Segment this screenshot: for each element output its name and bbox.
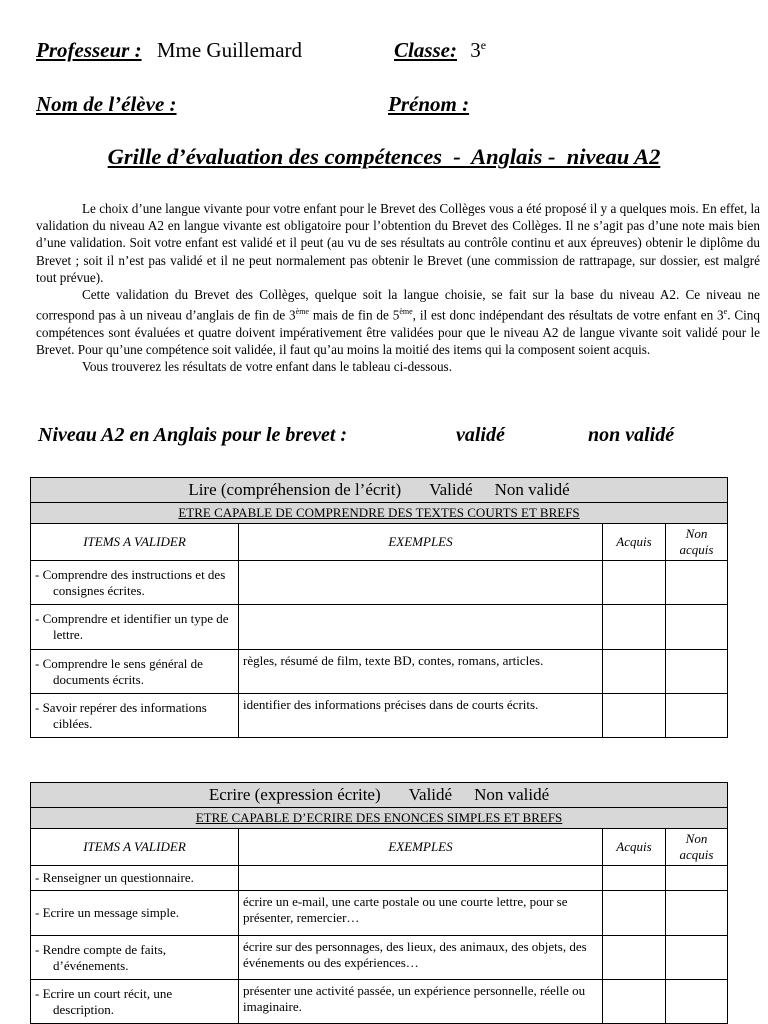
prenom-label: Prénom : [388,92,470,116]
prenom-line [388,92,469,117]
intro-p2-sup: ème [295,307,309,317]
acquis-cell[interactable] [603,866,666,891]
ecrire-title: Ecrire (expression écrite) [208,785,381,804]
non-acquis-cell[interactable] [666,561,728,605]
non-acquis-cell[interactable] [666,650,728,694]
exemple-cell: écrire sur des personnages, des lieux, des animaux, des objets, des événements ou des expériences… [239,936,603,980]
ecrire-table [30,782,728,1024]
niveau-valide[interactable]: validé [456,424,505,446]
intro-p2-sup: ème [399,307,413,317]
intro-p2-part: , il est donc indépendant des résultats de votre enfant en 3 [412,307,724,323]
lire-non-valide[interactable]: Non validé [494,480,570,499]
table-row [31,650,728,694]
col-acquis-header: Acquis [603,829,666,866]
exemple-cell: écrire un e-mail, une carte postale ou une courte lettre, pour se présenter, remercier… [239,891,603,936]
exemple-cell: présenter une activité passée, un expérience personnelle, réelle ou imaginaire. [239,980,603,1024]
col-non-acquis-header: Non acquis [666,524,728,561]
classe-value: 3 [470,38,481,62]
exemple-cell [239,605,603,650]
non-acquis-cell[interactable] [666,694,728,738]
item-cell: - Rendre compte de faits, d’événements. [31,936,239,980]
item-cell: - Renseigner un questionnaire. [31,866,239,891]
table-row [31,891,728,936]
exemple-cell: identifier des informations précises dans de courts écrits. [239,694,603,738]
intro-text [36,200,760,375]
intro-paragraph-3: Vous trouverez les résultats de votre enfant dans le tableau ci-dessous. [82,359,452,375]
exemple-cell [239,561,603,605]
classe-line [394,38,486,63]
col-exemples-header: EXEMPLES [239,524,603,561]
non-acquis-cell[interactable] [666,605,728,650]
item-cell: - Comprendre des instructions et des consignes écrites. [31,561,239,605]
intro-paragraph-2 [36,286,760,358]
table-row [31,866,728,891]
exemple-cell: règles, résumé de film, texte BD, contes, romans, articles. [239,650,603,694]
non-acquis-cell[interactable] [666,980,728,1024]
classe-sup: e [480,38,487,52]
col-acquis-header: Acquis [603,524,666,561]
acquis-cell[interactable] [603,694,666,738]
professeur-name: Mme Guillemard [156,38,303,62]
lire-title: Lire (compréhension de l’écrit) [188,480,402,499]
item-cell: - Comprendre le sens général de documents écrits. [31,650,239,694]
table-row [31,694,728,738]
non-acquis-cell[interactable] [666,891,728,936]
col-items-header: ITEMS A VALIDER [31,829,239,866]
acquis-cell[interactable] [603,561,666,605]
table-row [31,561,728,605]
intro-p2-part: Cette validation du Brevet des Collèges, quelque soit la langue choisie, se fait sur la base du niveau A2. Ce niveau ne correspond pas à un niveau d’anglais de fin de 3 [36,287,760,323]
acquis-cell[interactable] [603,650,666,694]
lire-subtitle: ETRE CAPABLE DE COMPRENDRE DES TEXTES COURTS ET BREFS [31,503,728,524]
col-non-acquis-header: Non acquis [666,829,728,866]
ecrire-column-headers [31,829,728,866]
niveau-non-valide[interactable]: non validé [588,424,675,446]
lire-column-headers [31,524,728,561]
col-exemples-header: EXEMPLES [239,829,603,866]
lire-title-cell [31,478,728,503]
nom-label: Nom de l’élève : [36,92,177,116]
intro-p2-part: . Cinq compétences sont évaluées et quatre doivent impérativement être validées pour que le niveau A2 de langue vivante soit validé pour le Brevet. Pour qu’une compétence soit validée, il faut qu’au moins la moitié des items qui la composent soient acquis. [36,307,760,358]
table-row [31,605,728,650]
lire-table [30,477,728,738]
intro-p2-sup: e [723,307,728,317]
table-row [31,980,728,1024]
acquis-cell[interactable] [603,936,666,980]
intro-paragraph-1: Le choix d’une langue vivante pour votre enfant pour le Brevet des Collèges vous a été proposé il y a quelques mois. En effet, la validation du niveau A2 en langue vivante est obligatoire pour l’obtention du Brevet des Collèges. Il ne s’agit pas d’une note mais bien d’une validation. Soit votre enfant est validé et il peut (au vu de ses résultats au contrôle continu et aux épreuves) obtenir le diplôme du Brevet ; soit il n’est pas validé et il ne peut normalement pas obtenir le Brevet (une commission de rattrapage, sur dossier, est malgré tout prévue). [36,201,760,285]
acquis-cell[interactable] [603,980,666,1024]
ecrire-non-valide[interactable]: Non validé [474,785,550,804]
professeur-label: Professeur : [36,38,142,62]
item-cell: - Ecrire un court récit, une description. [31,980,239,1024]
intro-p2-part: mais de fin de 5 [308,307,400,323]
item-cell: - Comprendre et identifier un type de lettre. [31,605,239,650]
lire-valide[interactable]: Validé [429,480,473,499]
acquis-cell[interactable] [603,891,666,936]
non-acquis-cell[interactable] [666,936,728,980]
col-items-header: ITEMS A VALIDER [31,524,239,561]
non-acquis-cell[interactable] [666,866,728,891]
ecrire-subtitle-row [31,808,728,829]
page-title: Grille d’évaluation des compétences - Anglais - niveau A2 [107,144,661,169]
ecrire-title-cell [31,783,728,808]
item-cell: - Savoir repérer des informations ciblées. [31,694,239,738]
lire-title-row [31,478,728,503]
niveau-label: Niveau A2 en Anglais pour le brevet : [38,424,348,446]
classe-label: Classe: [394,38,457,62]
exemple-cell [239,866,603,891]
ecrire-subtitle: ETRE CAPABLE D’ECRIRE DES ENONCES SIMPLES ET BREFS [31,808,728,829]
professeur-line [36,38,302,63]
acquis-cell[interactable] [603,605,666,650]
nom-line [36,92,177,117]
lire-subtitle-row [31,503,728,524]
item-cell: - Ecrire un message simple. [31,891,239,936]
table-row [31,936,728,980]
ecrire-valide[interactable]: Validé [408,785,453,804]
ecrire-title-row [31,783,728,808]
